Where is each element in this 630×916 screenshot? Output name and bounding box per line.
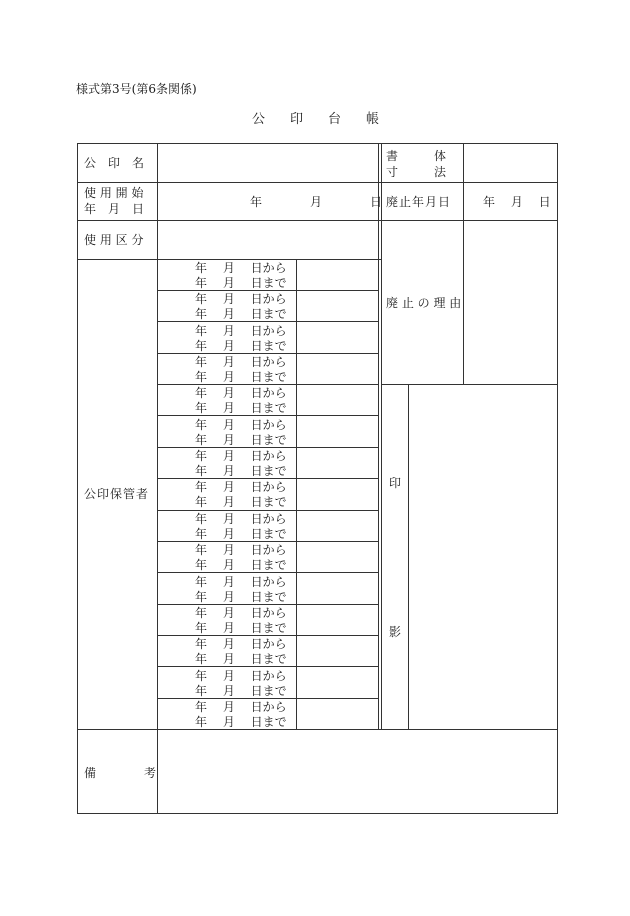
custodian-period-row [158, 541, 296, 572]
period-to[interactable]: 年 月 日まで [195, 307, 287, 322]
custodian-period-row [158, 322, 296, 353]
period-from[interactable]: 年 月 日から [195, 417, 287, 432]
custodian-period-row [158, 635, 296, 666]
typeface-label: 書 体 [386, 149, 447, 163]
custodian-name-field[interactable] [298, 668, 377, 697]
custodian-period-row [158, 667, 296, 698]
period-from[interactable]: 年 月 日から [195, 574, 287, 589]
period-to[interactable]: 年 月 日まで [195, 683, 287, 698]
custodian-name-field[interactable] [298, 354, 377, 383]
custodian-period-row [158, 698, 296, 729]
custodian-name-field[interactable] [298, 417, 377, 446]
custodian-name-field[interactable] [298, 605, 377, 634]
seal-impression-label-2: 影 [389, 625, 402, 639]
custodian-period-row [158, 290, 296, 321]
custodian-period-row [158, 416, 296, 447]
custodian-period-row [158, 478, 296, 509]
custodian-period-row [158, 259, 296, 290]
custodian-name-field[interactable] [298, 511, 377, 540]
period-from[interactable]: 年 月 日から [195, 511, 287, 526]
custodian-name-field[interactable] [298, 385, 377, 414]
period-from[interactable]: 年 月 日から [195, 323, 287, 338]
seal-impression-label-1: 印 [389, 476, 402, 490]
typeface-dimensions-field[interactable] [465, 145, 556, 181]
period-to[interactable]: 年 月 日まで [195, 401, 287, 416]
period-from[interactable]: 年 月 日から [195, 292, 287, 307]
page-title: 公 印 台 帳 [252, 112, 386, 127]
abolish-date-label: 廃止年月日 [386, 195, 452, 209]
abolish-reason-field[interactable] [465, 222, 556, 383]
custodian-name-field[interactable] [298, 542, 377, 571]
custodian-name-field[interactable] [298, 699, 377, 728]
period-from[interactable]: 年 月 日から [195, 355, 287, 370]
custodian-name-field[interactable] [298, 636, 377, 665]
period-to[interactable]: 年 月 日まで [195, 620, 287, 635]
period-from[interactable]: 年 月 日から [195, 668, 287, 683]
usage-category-field[interactable] [159, 222, 377, 258]
period-to[interactable]: 年 月 日まで [195, 652, 287, 667]
period-from[interactable]: 年 月 日から [195, 480, 287, 495]
form-number: 様式第3号(第6条関係) [76, 82, 197, 96]
period-from[interactable]: 年 月 日から [195, 699, 287, 714]
start-date-field[interactable]: 年 月 日 [250, 195, 383, 209]
custodian-name-field[interactable] [298, 574, 377, 603]
custodian-period-row [158, 510, 296, 541]
period-to[interactable]: 年 月 日まで [195, 432, 287, 447]
period-from[interactable]: 年 月 日から [195, 543, 287, 558]
custodian-period-row [158, 447, 296, 478]
period-from[interactable]: 年 月 日から [195, 386, 287, 401]
custodian-period-row [158, 573, 296, 604]
remarks-field[interactable] [159, 731, 556, 812]
period-to[interactable]: 年 月 日まで [195, 589, 287, 604]
custodian-label: 公印保管者 [84, 487, 150, 501]
custodian-name-field[interactable] [298, 323, 377, 352]
start-date-label-line2: 年 月 日 [84, 202, 145, 216]
dimensions-label: 寸 法 [386, 165, 447, 179]
custodian-name-field[interactable] [298, 448, 377, 477]
period-to[interactable]: 年 月 日まで [195, 714, 287, 729]
custodian-period-row [158, 353, 296, 384]
seal-impression-area[interactable] [410, 386, 556, 728]
abolish-reason-label: 廃 止 の 理 由 [386, 296, 462, 310]
custodian-period-row [158, 384, 296, 415]
period-to[interactable]: 年 月 日まで [195, 464, 287, 479]
period-from[interactable]: 年 月 日から [195, 605, 287, 620]
period-from[interactable]: 年 月 日から [195, 637, 287, 652]
seal-name-field[interactable] [159, 145, 377, 181]
period-from[interactable]: 年 月 日から [195, 449, 287, 464]
period-from[interactable]: 年 月 日から [195, 261, 287, 275]
period-to[interactable]: 年 月 日まで [195, 526, 287, 541]
period-to[interactable]: 年 月 日まで [195, 495, 287, 510]
period-to[interactable]: 年 月 日まで [195, 370, 287, 385]
custodian-name-field[interactable] [298, 291, 377, 320]
period-to[interactable]: 年 月 日まで [195, 276, 287, 290]
custodian-name-field[interactable] [298, 479, 377, 508]
custodian-period-row [158, 604, 296, 635]
seal-name-label: 公 印 名 [84, 156, 145, 170]
abolish-date-field[interactable]: 年 月 日 [483, 195, 551, 209]
start-date-label-line1: 使 用 開 始 [84, 186, 144, 200]
remarks-label: 備 考 [84, 766, 157, 780]
period-to[interactable]: 年 月 日まで [195, 558, 287, 573]
custodian-name-field[interactable] [298, 260, 377, 289]
usage-category-label: 使 用 区 分 [84, 233, 144, 247]
period-to[interactable]: 年 月 日まで [195, 338, 287, 353]
